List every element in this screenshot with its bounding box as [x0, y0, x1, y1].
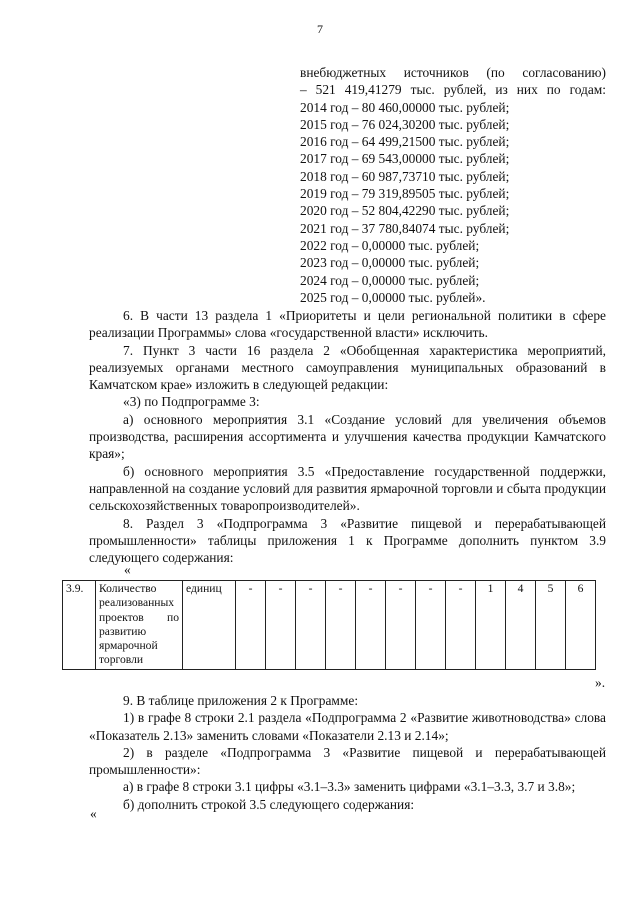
value-cell: -: [446, 581, 476, 670]
funding-line: 2021 год – 37 780,84074 тыс. рублей;: [300, 220, 510, 236]
funding-line: – 521 419,41279 тыс. рублей, из них по годам:: [300, 82, 606, 98]
funding-line: 2022 год – 0,00000 тыс. рублей;: [300, 237, 480, 253]
funding-line: 2019 год – 79 319,89505 тыс. рублей;: [300, 186, 510, 202]
paragraph-9-2b: б) дополнить строкой 3.5 следующего содержания:: [123, 796, 415, 812]
value-cell: -: [296, 581, 326, 670]
value-cell: 1: [476, 581, 506, 670]
table-close-quote: ».: [595, 675, 606, 690]
final-open-quote: «: [90, 806, 97, 821]
funding-line: 2025 год – 0,00000 тыс. рублей».: [300, 289, 486, 305]
value-cell: -: [326, 581, 356, 670]
paragraph-9-2a: а) в графе 8 строки 3.1 цифры «3.1–3.3» заменить цифрами «3.1–3.3, 3.7 и 3.8»;: [123, 779, 576, 795]
value-cell: -: [386, 581, 416, 670]
value-cell: -: [266, 581, 296, 670]
value-cell: -: [416, 581, 446, 670]
row-number: 3.9.: [63, 581, 96, 670]
page-number: 7: [317, 22, 323, 36]
funding-line: 2023 год – 0,00000 тыс. рублей;: [300, 255, 480, 271]
paragraph-9-2: 2) в разделе «Подпрограмма 3 «Развитие пищевой и перерабатывающей промышленности»:: [89, 744, 606, 778]
funding-line: внебюджетных источников (по согласованию): [300, 65, 606, 80]
paragraph-7-sub: «3) по Подпрограмме 3:: [123, 394, 260, 410]
table-open-quote: «: [124, 562, 131, 577]
funding-line: 2016 год – 64 499,21500 тыс. рублей;: [300, 134, 510, 150]
document-body: [89, 307, 606, 566]
table-row: [63, 581, 596, 670]
unit-cell: единиц: [183, 581, 236, 670]
paragraph-6: 6. В части 13 раздела 1 «Приоритеты и цели региональной политики в сфере реализации Программы» слова «государственной власти» исключить.: [89, 308, 606, 341]
paragraph-8: 8. Раздел 3 «Подпрограмма 3 «Развитие пищевой и перерабатывающей промышленности» таблицы приложения 1 к Программе дополнить пунктом 3.9 следующего содержания:: [89, 515, 606, 566]
value-cell: -: [356, 581, 386, 670]
value-cell: -: [236, 581, 266, 670]
funding-line: 2017 год – 69 543,00000 тыс. рублей;: [300, 151, 510, 167]
funding-line: 2020 год – 52 804,42290 тыс. рублей;: [300, 203, 510, 219]
paragraph-9-1: 1) в графе 8 строки 2.1 раздела «Подпрограмма 2 «Развитие животноводства» слова «Показатель 2.13» заменить словами «Показатели 2.13 и 2.14»;: [89, 710, 606, 743]
indicator-name: Количество реализованных проектов по развитию ярмарочной торговли: [96, 581, 183, 670]
funding-line: 2024 год – 0,00000 тыс. рублей;: [300, 272, 480, 288]
value-cell: 5: [536, 581, 566, 670]
value-cell: 6: [566, 581, 596, 670]
funding-line: 2018 год – 60 987,73710 тыс. рублей;: [300, 168, 510, 184]
funding-line: 2015 год – 76 024,30200 тыс. рублей;: [300, 116, 510, 132]
paragraph-7: 7. Пункт 3 части 16 раздела 2 «Обобщенная характеристика мероприятий, реализуемых органами местного самоуправления муниципальных образований в Камчатском крае» изложить в следующей редакции:: [89, 342, 606, 393]
paragraph-7-a: а) основного мероприятия 3.1 «Создание условий для увеличения объемов производства, расширения ассортимента и улучшения качества продукции Камчатского края»;: [89, 411, 606, 462]
funding-line: 2014 год – 80 460,00000 тыс. рублей;: [300, 99, 510, 115]
indicator-table: [62, 580, 596, 670]
document-body-continued: [89, 692, 606, 813]
paragraph-9: 9. В таблице приложения 2 к Программе:: [123, 693, 359, 708]
value-cell: 4: [506, 581, 536, 670]
paragraph-7-b: б) основного мероприятия 3.5 «Предоставление государственной поддержки, направленной на создание условий для развития ярмарочной торговли и сбыта продукции сельскохозяйственных товаропроизводителей».: [89, 463, 606, 514]
funding-list: [300, 64, 606, 306]
